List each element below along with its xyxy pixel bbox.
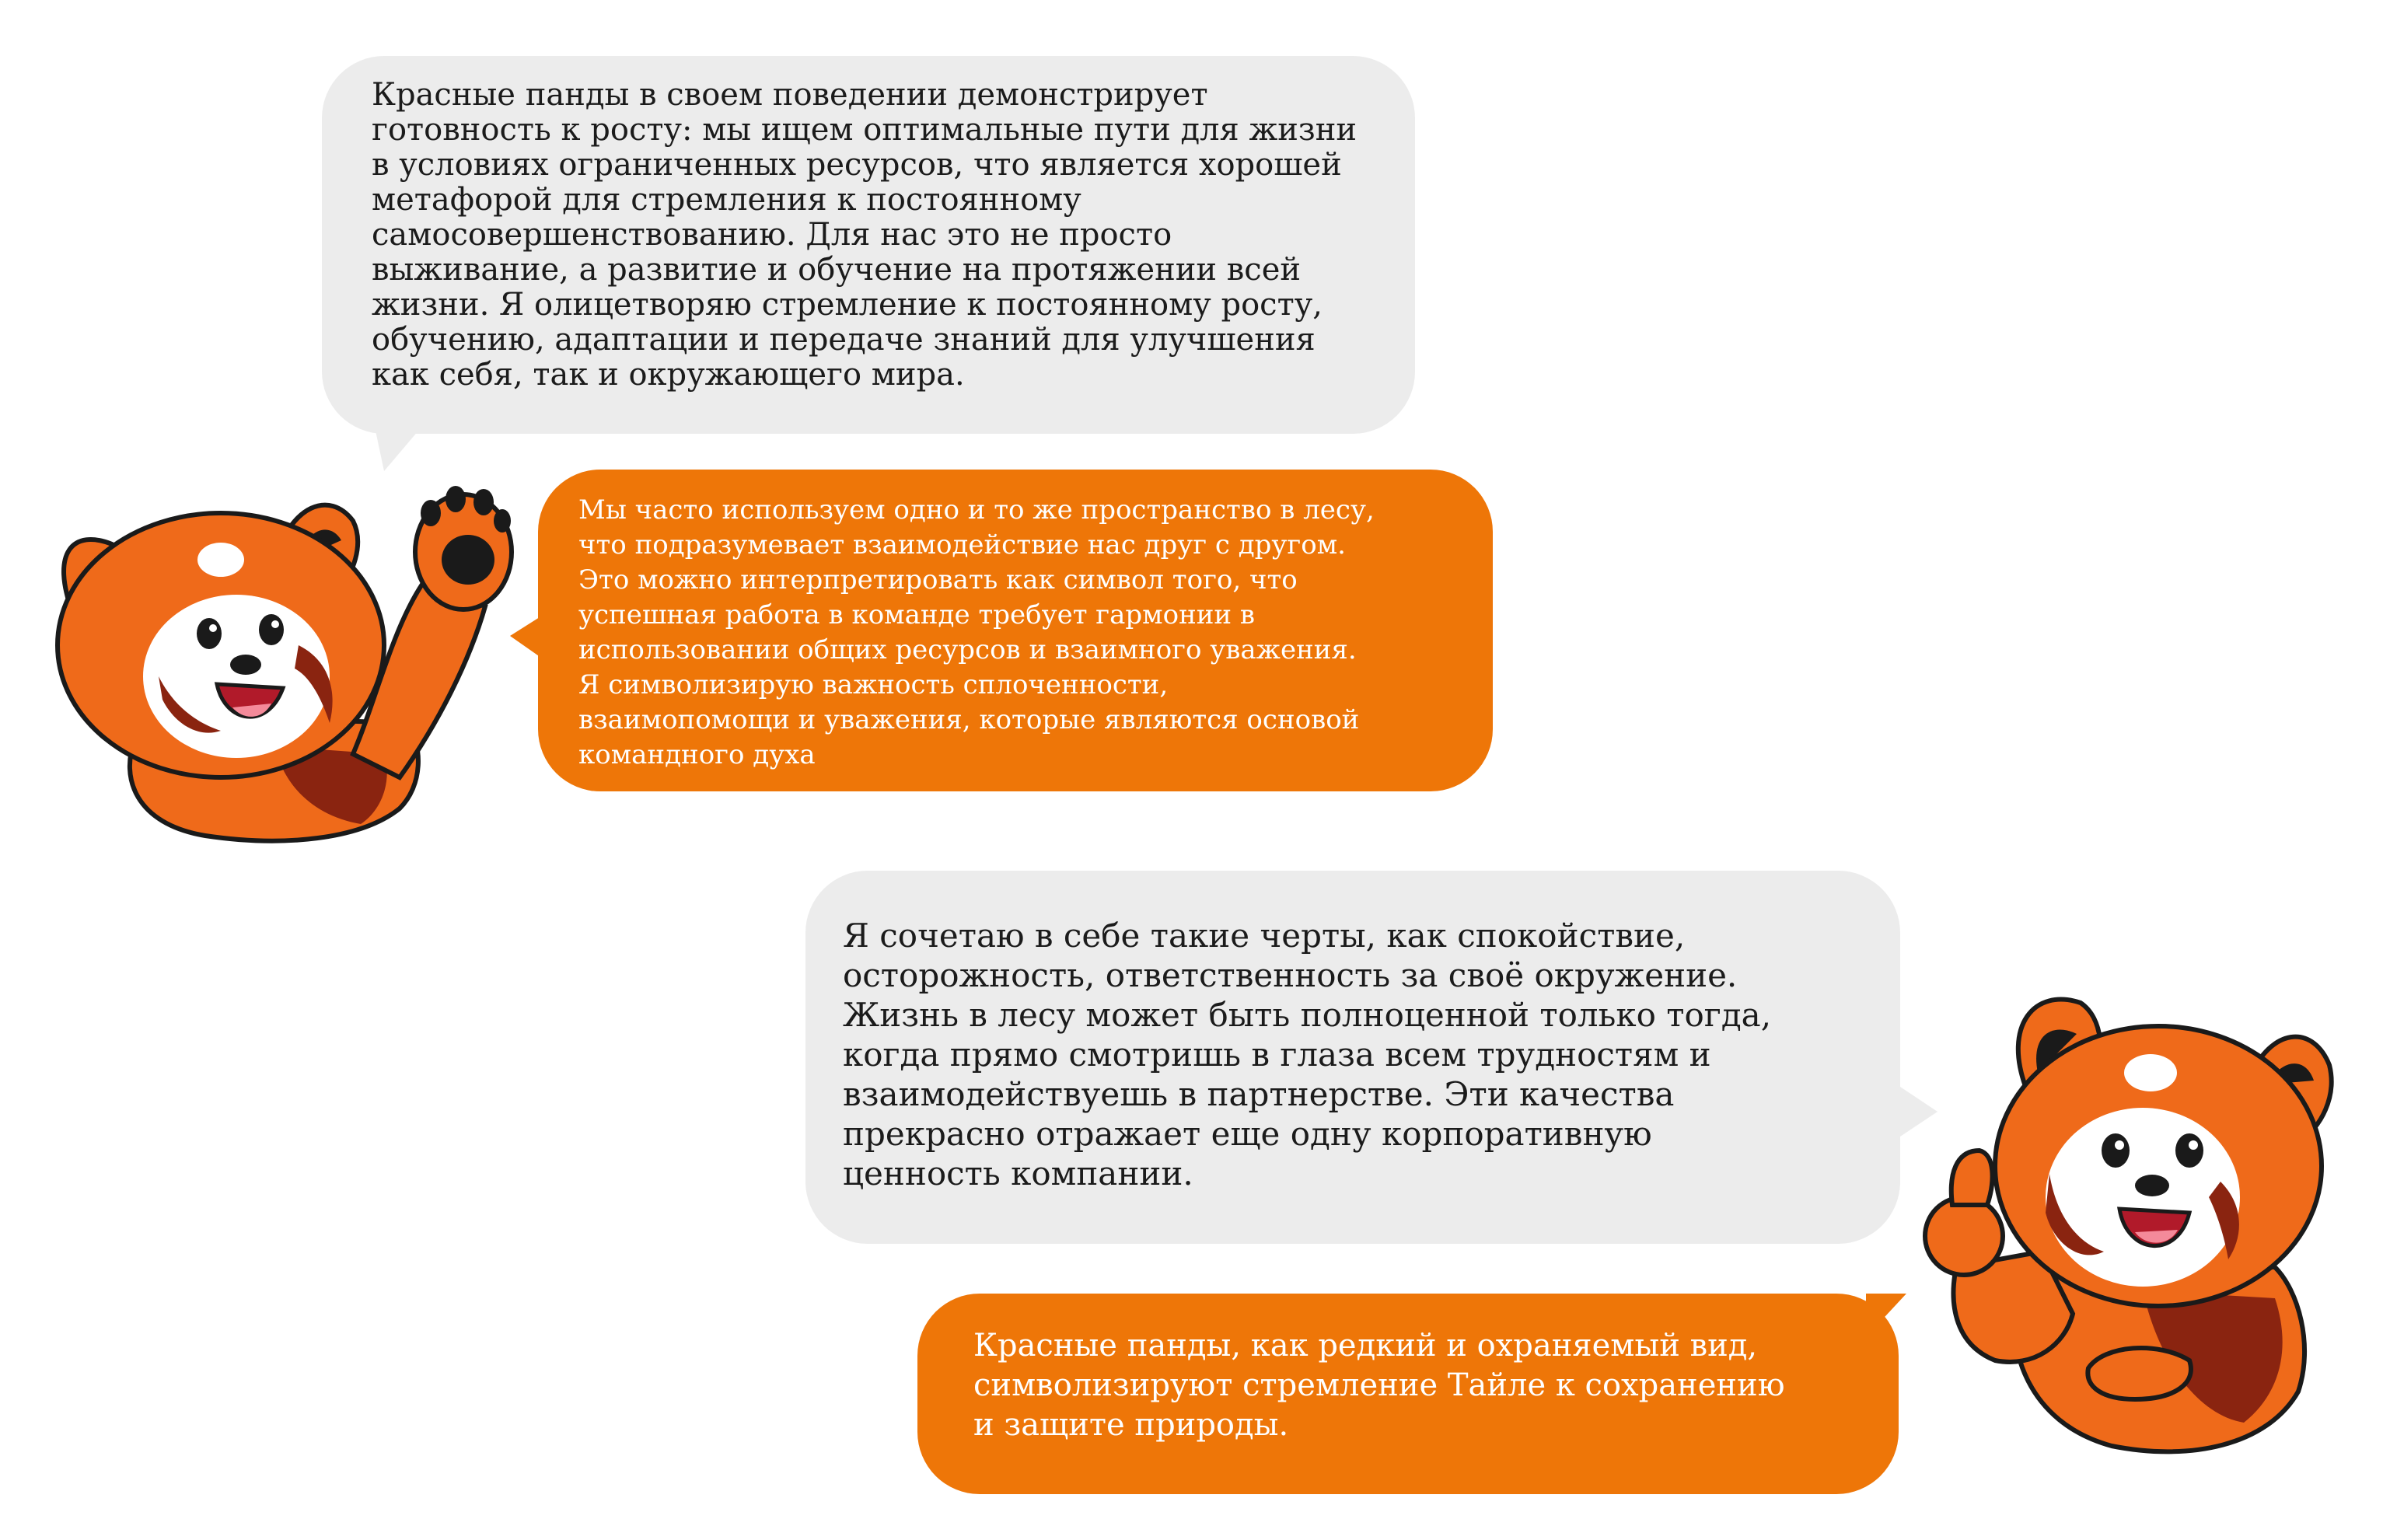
bubble-responsibility-text: Я сочетаю в себе такие черты, как спокойствие, осторожность, ответственность за своё окружение. Жизнь в лесу может быть полноценной только тогда, когда прямо смотришь в глаза всем трудностям и взаимодействуешь в партнерстве. Эти качества прекрасно отражает еще одну корпоративную ценность компании. — [843, 917, 1772, 1193]
red-panda-thumbs-up-icon — [1910, 956, 2345, 1461]
bubble-teamwork-tail — [510, 606, 557, 669]
speech-bubble-teamwork — [538, 470, 1493, 791]
speech-bubble-responsibility — [805, 871, 1900, 1244]
bubble-growth-text: Красные панды в своем поведении демонстрирует готовность к росту: мы ищем оптимальные пути для жизни в условиях ограниченных ресурсов, что является хорошей метафорой для стремления к постоянному самосовершенствованию. Для нас это не просто выживание, а развитие и обучение на протяжении всей жизни. Я олицетворяю стремление к постоянному росту, обучению, адаптации и передаче знаний для улучшения как себя, так и окружающего мира. — [372, 77, 1357, 393]
bubble-nature-tail — [1866, 1294, 1913, 1340]
speech-bubble-growth — [322, 56, 1415, 434]
speech-bubble-nature — [917, 1294, 1899, 1494]
red-panda-waving-icon — [19, 443, 516, 847]
bubble-teamwork-text: Мы часто используем одно и то же пространство в лесу, что подразумевает взаимодействие нас друг с другом. Это можно интерпретировать как символ того, что успешная работа в команде требует гармонии в использовании общих ресурсов и взаимного уважения. Я символизирую важность сплоченности, взаимопомощи и уважения, которые являются основой командного духа — [578, 494, 1375, 770]
bubble-nature-text: Красные панды, как редкий и охраняемый вид, символизируют стремление Тайле к сохранению и защите природы. — [973, 1328, 1785, 1443]
